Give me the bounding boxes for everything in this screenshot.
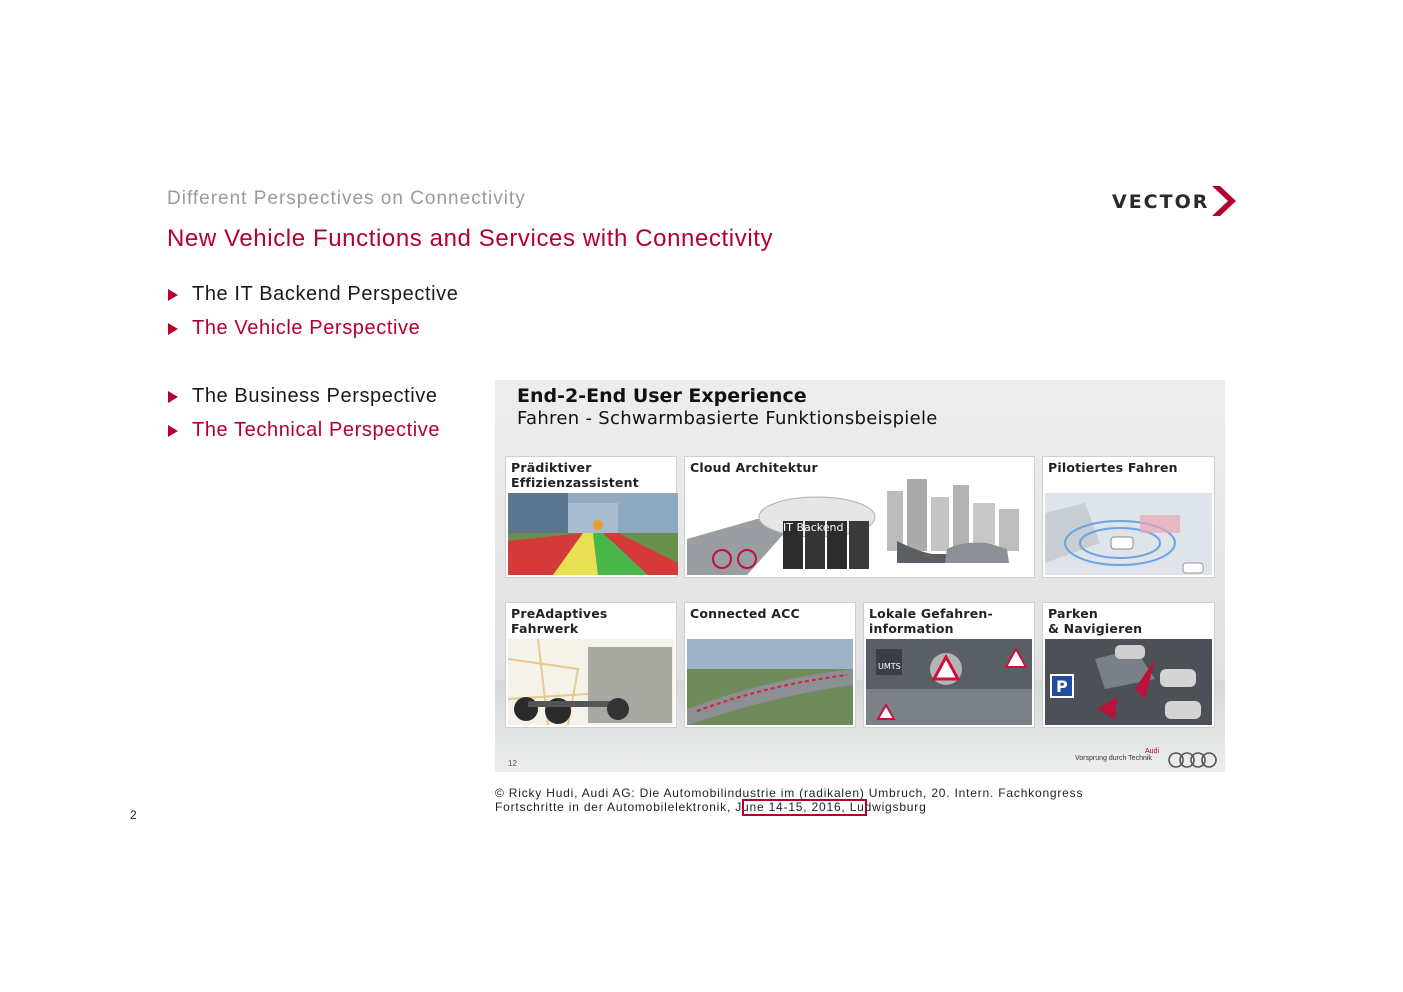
tile-local-hazard-info [863,602,1035,728]
date-highlight-box [742,799,867,816]
tile-label: Parken & Navigieren [1048,606,1143,636]
hazard-warning-illustration [866,639,1032,725]
tile-connected-acc [684,602,856,728]
bullet-triangle-icon [167,289,179,301]
logo-text: VECTOR [1112,191,1210,213]
tile-label: Pilotiertes Fahren [1048,460,1178,475]
tile-inner-label: IT Backend [783,521,844,534]
embedded-slide-subheading: Fahren - Schwarmbasierte Funktionsbeispiele [517,408,938,429]
bullet-label: The IT Backend Perspective [192,283,459,305]
caption-line: © Ricky Hudi, Audi AG: Die Automobilindustrie im (radikalen) Umbruch, 20. Intern. Fachkongress [495,786,1084,800]
tile-parking-navigation [1042,602,1215,728]
road-lane-illustration [508,493,678,575]
tile-label: Prädiktiver Effizienzassistent [511,460,639,490]
page-number: 2 [130,808,137,822]
slide-subtitle: Different Perspectives on Connectivity [167,188,526,209]
tile-cloud-architecture [684,456,1035,578]
caption-line: Fortschritte in der Automobilelektronik, June 14-15, 2016, Ludwigsburg [495,800,927,814]
audi-brand-text: Audi [1145,748,1160,755]
bullet-triangle-icon [167,425,179,437]
piloted-driving-illustration [1045,493,1212,575]
bullet-triangle-icon [167,323,179,335]
tile-label: Lokale Gefahren- information [869,606,993,636]
parking-illustration [1045,639,1212,725]
slide-title: New Vehicle Functions and Services with Connectivity [167,225,774,252]
logo-chevron-icon [1210,184,1238,218]
audi-tagline-text: Vorsprung durch Technik [1075,755,1152,762]
vector-logo [1112,184,1242,218]
audi-tagline [1075,748,1160,762]
cloud-backend-illustration [687,479,1032,575]
embedded-slide-image [495,380,1225,772]
bullet-label: The Technical Perspective [192,419,441,441]
tile-piloted-driving [1042,456,1215,578]
bullet-label: The Vehicle Perspective [192,317,421,339]
chassis-illustration [508,639,674,725]
highway-illustration [687,639,853,725]
embedded-slide-number: 12 [508,759,517,768]
parking-sign-icon: P [1056,677,1068,696]
embedded-slide-heading: End-2-End User Experience [517,385,807,407]
tile-label: Cloud Architektur [690,460,818,475]
audi-rings-logo-icon [1167,750,1219,770]
bullet-label: The Business Perspective [192,385,438,407]
tile-label: Connected ACC [690,606,800,621]
tile-predictive-efficiency [505,456,677,578]
tile-preadaptive-chassis [505,602,677,728]
tile-label: PreAdaptives Fahrwerk [511,606,608,636]
bullet-triangle-icon [167,391,179,403]
tile-inner-label: UMTS [878,662,901,671]
